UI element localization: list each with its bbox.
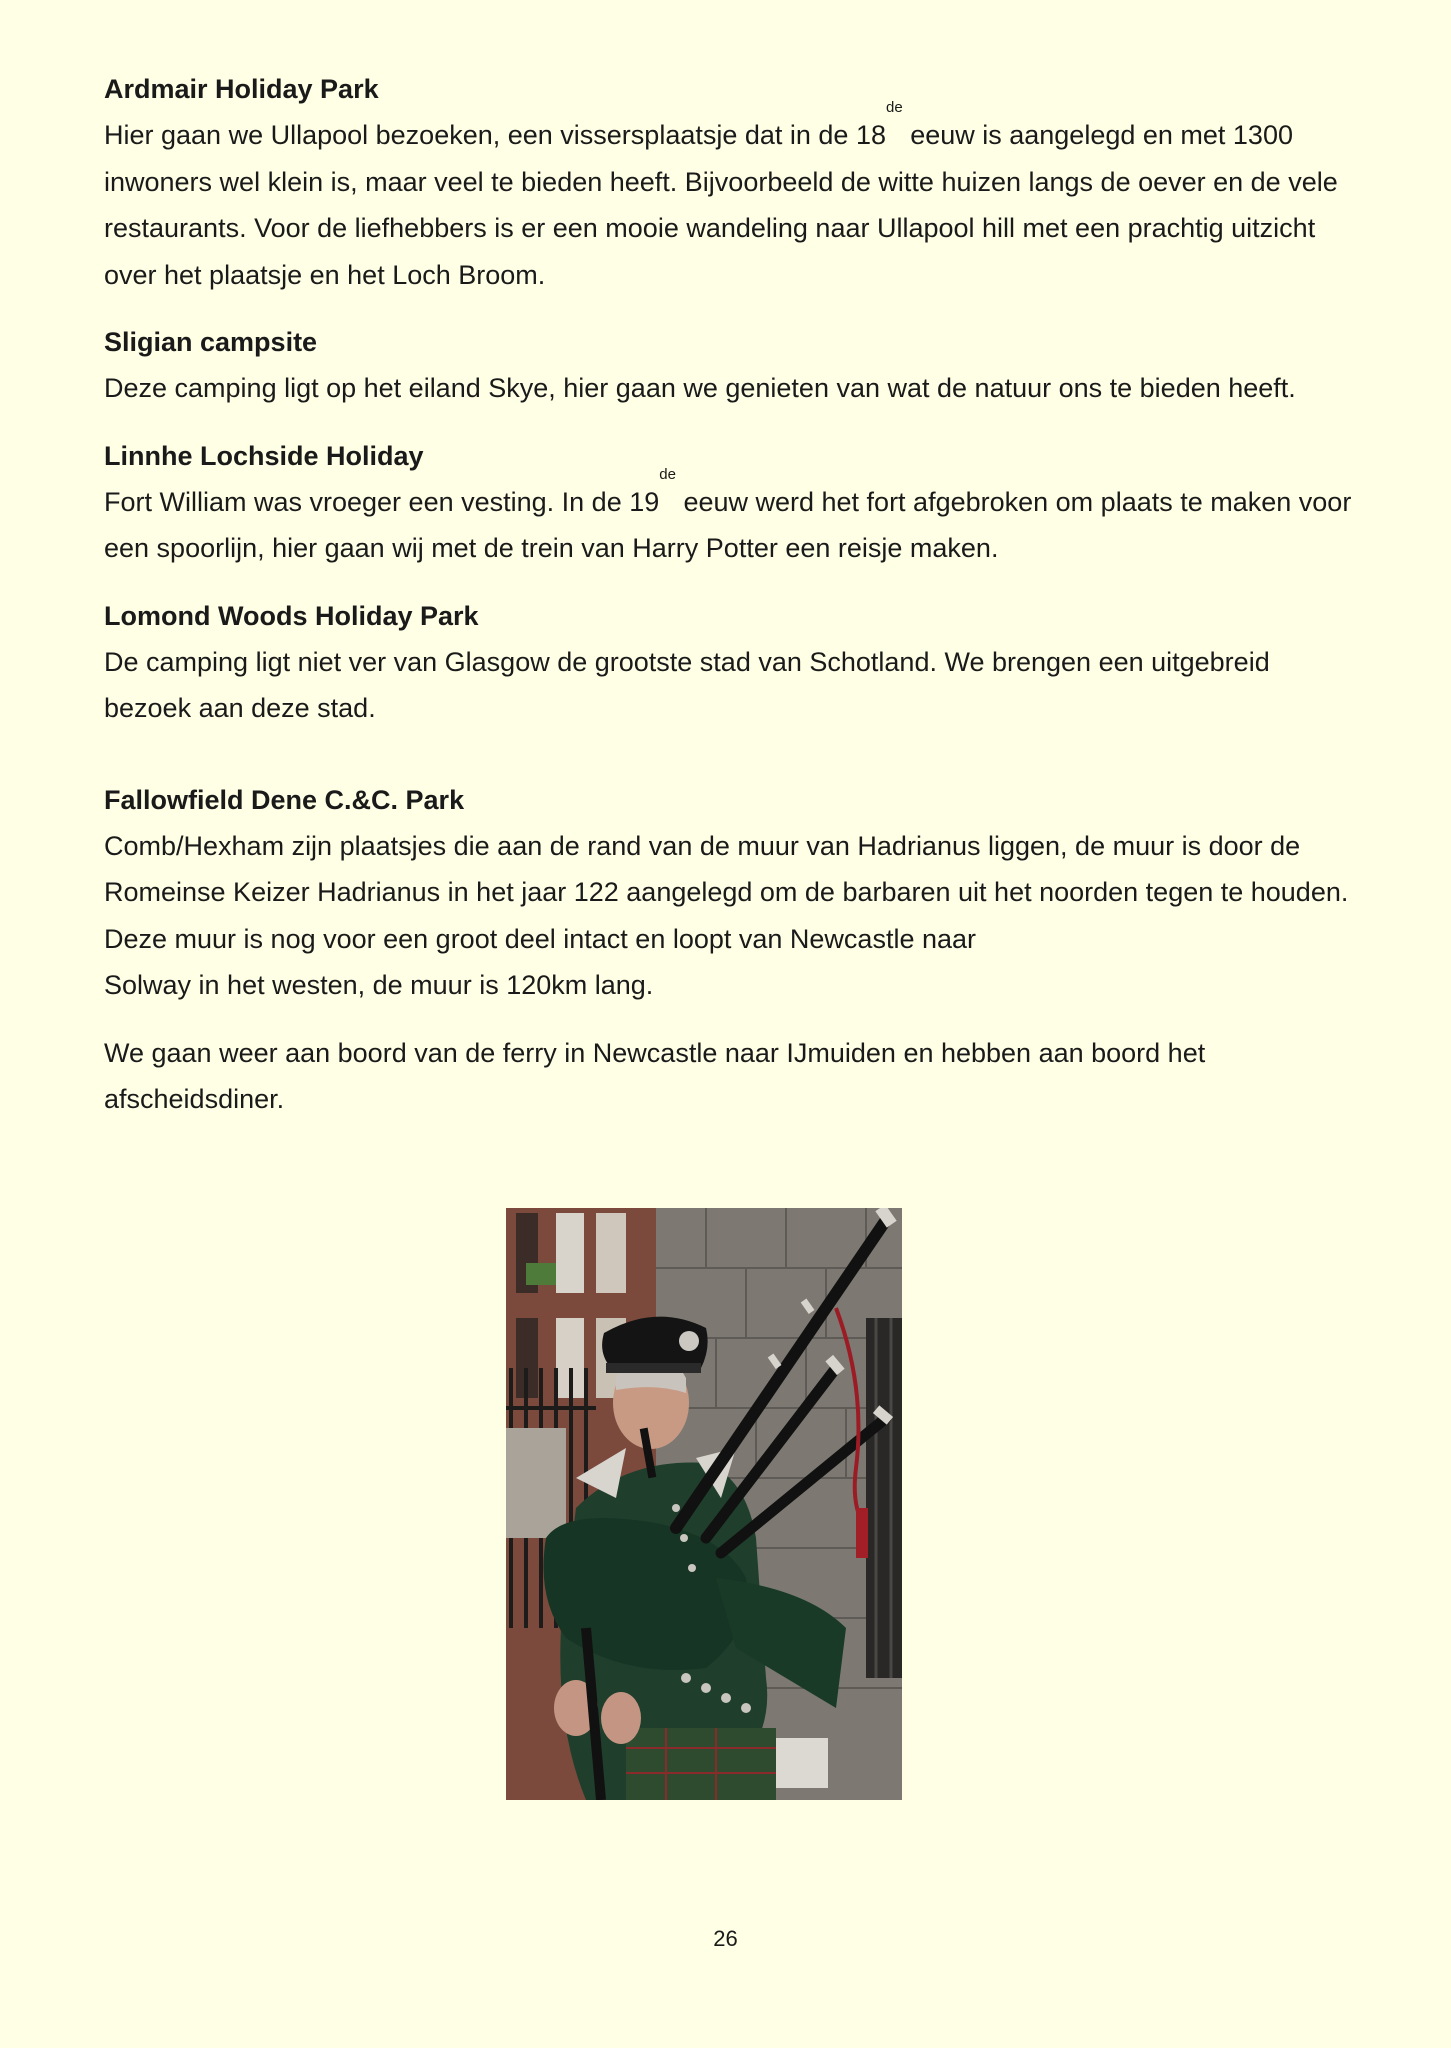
section-title: Ardmair Holiday Park	[104, 74, 379, 104]
closing-paragraph: We gaan weer aan boord van de ferry in Newcastle naar IJmuiden en hebben aan boord het afscheidsdiner.	[104, 1037, 1206, 1114]
section-title: Sligian campsite	[104, 327, 318, 357]
section-title: Lomond Woods Holiday Park	[104, 600, 479, 631]
section-paragraph: Hier gaan we Ullapool bezoeken, een vissersplaatsje dat in de 18de eeuw is aangelegd en met 1300 inwoners wel klein is, maar veel te bieden heeft. Bijvoorbeeld de witte huizen langs de oever en de vele restaurants. Voor de liefhebbers is er een mooie wandeling naar Ullapool hill met een prachtig uitzicht over het plaatsje en het Loch Broom.	[104, 99, 1338, 290]
section-linnhe	[104, 433, 1354, 572]
page-number: 26	[713, 1926, 738, 1951]
bagpiper-photo	[506, 1208, 902, 1800]
section-title: Linnhe Lochside Holiday	[104, 440, 424, 471]
section-ardmair	[104, 66, 1354, 298]
section-lomond	[104, 593, 1354, 732]
section-paragraph: De camping ligt niet ver van Glasgow de grootste stad van Schotland. We brengen een uitgebreid bezoek aan deze stad.	[104, 646, 1270, 723]
section-title: Fallowfield Dene C.&C. Park	[104, 784, 465, 815]
section-paragraph: Fort William was vroeger een vesting. In de 19de eeuw werd het fort afgebroken om plaats te maken voor een spoorlijn, hier gaan wij met de trein van Harry Potter een reisje maken.	[104, 465, 1352, 563]
page-content	[104, 66, 1354, 1123]
section-paragraph: Comb/Hexham zijn plaatsjes die aan de rand van de muur van Hadrianus liggen, de muur is door de Romeinse Keizer Hadrianus in het jaar 122 aangelegd om de barbaren uit het noorden tegen te houden. Deze muur is nog voor een groot deel intact en loopt van Newcastle naar Solway in het westen, de muur is 120km lang.	[104, 830, 1349, 1000]
section-fallowfield	[104, 777, 1354, 1009]
section-paragraph: Deze camping ligt op het eiland Skye, hier gaan we genieten van wat de natuur ons te bieden heeft.	[104, 373, 1296, 403]
section-sligian	[104, 319, 1354, 412]
